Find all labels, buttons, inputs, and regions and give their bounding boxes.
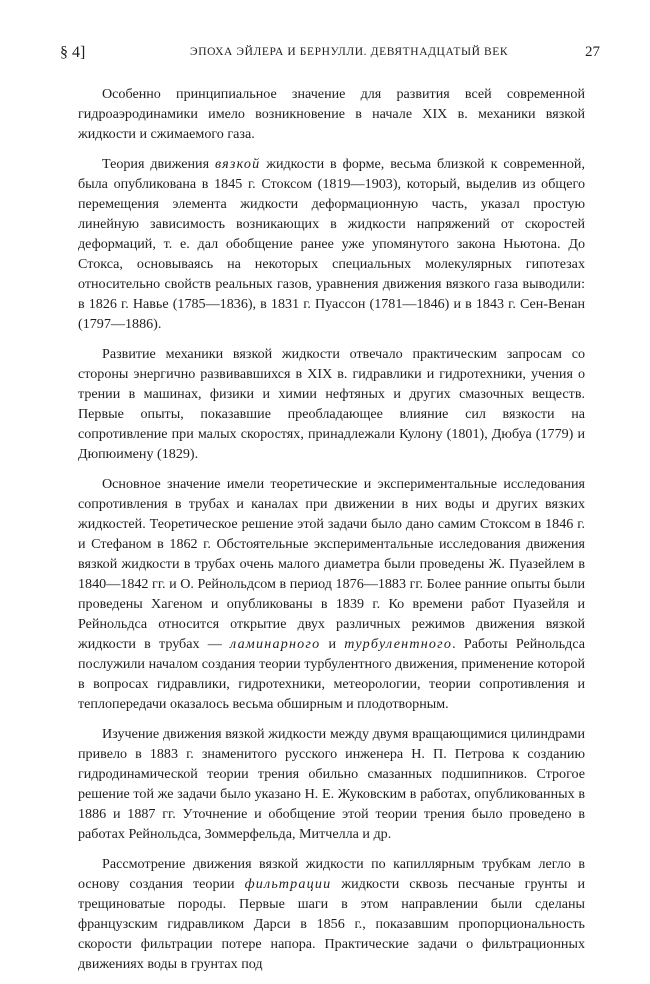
section-number: § 4] — [60, 44, 86, 61]
paragraph-6 — [78, 854, 585, 974]
text-run: и — [320, 636, 345, 652]
text-run: Особенно принципиальное значение для развития всей современной гидроаэродинамики имело возникновение в начале XIX в. механики вязкой жидкости и сжимаемого газа. — [78, 86, 585, 142]
text-run: жидкости сквозь песчаные грунты и трещиноватые породы. Первые шаги в этом направлении были сделаны французским гидравликом Дарси в 1856 г., показавшим пропорциональность скорости фильтрации потере напора. Практические задачи о фильтрационных движениях воды в грунтах под — [78, 876, 585, 972]
paragraph-2 — [78, 154, 585, 334]
paragraph-4 — [78, 474, 585, 714]
text-run: Теория движения — [102, 156, 215, 172]
text-run: Изучение движения вязкой жидкости между двумя вращающимися цилиндрами привело в 1883 г. знаменитого русского инженера Н. П. Петрова к созданию гидродинамической теории трения обильно смазанных подшипников. Строгое решение той же задачи было указано Н. Е. Жуковским в работах, опубликованных в 1886 и 1887 гг. Уточнение и обобщение этой теории трения было проведено в работах Рейнольдса, Зоммерфельда, Митчелла и др. — [78, 726, 585, 842]
text-run: Рассмотрение движения вязкой жидкости по капиллярным трубкам легло в основу создания теории — [78, 856, 585, 892]
emphasis-term: фильтрации — [244, 876, 332, 892]
text-run: Развитие механики вязкой жидкости отвечало практическим запросам со стороны энергично развивавшихся в XIX в. гидравлики и гидротехники, учения о трении в машинах, физики и химии нефтяных и других смазочных веществ. Первые опыты, показавшие преобладающее влияние сил вязкости на сопротивление при малых скоростях, принадлежали Кулону (1801), Дюбуа (1779) и Дюпюимену (1829). — [78, 346, 585, 462]
text-run: жидкости в форме, весьма близкой к современной, была опубликована в 1845 г. Стоксом (1819—1903), который, выделив из общего перемещения элемента жидкости деформационную часть, указал простую линейную зависимость возникающих в жидкости напряжений от скоростей деформаций, т. е. дал обобщение ранее уже упомянутого закона Ньютона. До Стокса, основываясь на некоторых специальных молекулярных гипотезах относительно свойств реальных газов, уравнения движения вязкого газа выводили: в 1826 г. Навье (1785—1836), в 1831 г. Пуассон (1781—1846) и в 1843 г. Сен-Венан (1797—1886). — [78, 156, 585, 332]
body-text — [78, 84, 585, 984]
page-number: 27 — [585, 44, 600, 60]
emphasis-term: вязкой — [214, 156, 261, 172]
text-run: . Работы Рейнольдса послужили началом создания теории турбулентного движения, применение которой в вопросах гидравлики, гидротехники, метеорологии, теории сопротивления и теплопередачи оказалось весьма обширным и плодотворным. — [78, 636, 586, 712]
text-run: Основное значение имели теоретические и экспериментальные исследования сопротивления в трубах и каналах при движении в них воды и других вязких жидкостей. Теоретическое решение этой задачи было дано самим Стоксом в 1846 г. и Стефаном в 1862 г. Обстоятельные экспериментальные исследования движения вязкой жидкости в трубах очень малого диаметра были проведены Ж. Пуазейлем в 1840—1842 гг. и О. Рейнольдсом в период 1876—1883 гг. Более ранние опыты были проведены Хагеном и опубликованы в 1839 г. Ко времени работ Пуазейля и Рейнольдса относится открытие двух различных режимов движения вязкой жидкости в трубах — — [78, 476, 585, 652]
emphasis-term: ламинарного — [230, 636, 321, 652]
running-header — [60, 44, 600, 68]
emphasis-term: турбулентного — [344, 636, 453, 652]
running-title: ЭПОХА ЭЙЛЕРА И БЕРНУЛЛИ. ДЕВЯТНАДЦАТЫЙ ВЕК — [190, 46, 509, 58]
paragraph-3 — [78, 344, 585, 464]
paragraph-5 — [78, 724, 585, 844]
paragraph-1 — [78, 84, 585, 144]
